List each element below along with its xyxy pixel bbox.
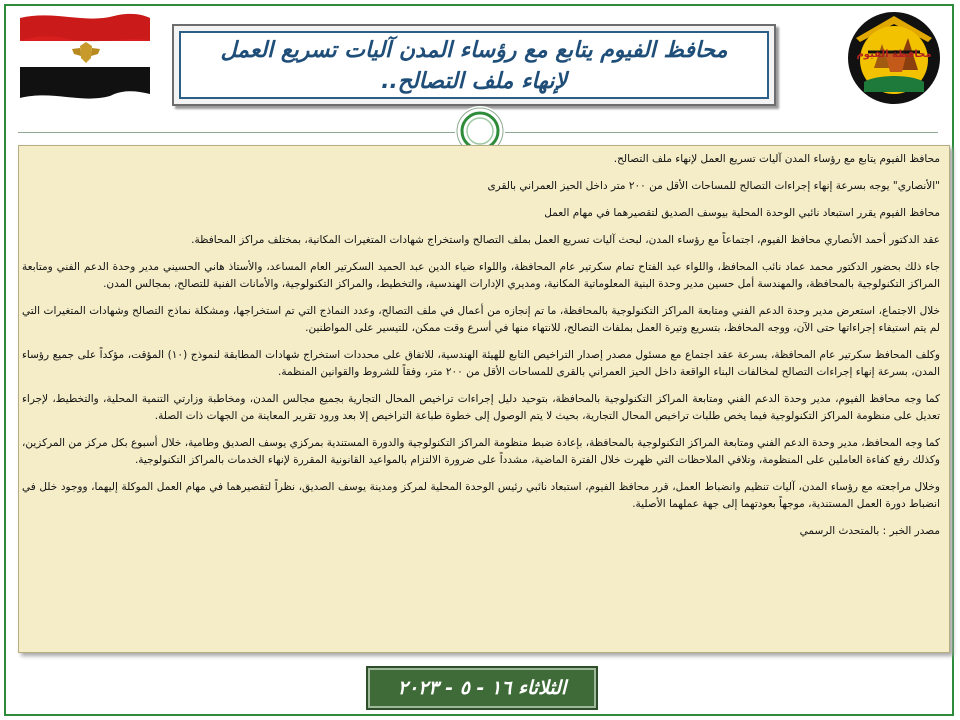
paragraph: كما وجه المحافظ، مدير وحدة الدعم الفني ومتابعة المراكز التكنولوجية بالمحافظة، بإعادة ضبط منظومة المراكز التكنولوجية والدورة المستندية بمركزي يوسف الصديق وطامية، خلال أسبوع بكل مركز من المركزين، وكذلك رفع كفاءة العاملين على المنظومة، وتلافي الملاحظات التي ظهرت خلال الفترة الماضية، مشدداً على ضرورة الالتزام بالمواعيد القانونية المقررة لإنهاء الخدمات بالمراكز التكنولوجية. [22,437,940,466]
paragraph: خلال الاجتماع، استعرض مدير وحدة الدعم الفني ومتابعة المراكز التكنولوجية بالمحافظة، ما تم إنجازه من أعمال في ملف التصالح، وعدد النماذج التي تم استخراجها، ومشكلة نماذج التصالح وشهادات المتغيرات التي لم يتم استيفاء إجراءاتها حتى الآن، ووجه المحافظ، بتسريع وتيرة العمل بملفات التصالح، للانتهاء منها في أسرع وقت ممكن، للتيسير على المواطنين. [22,305,940,334]
paragraph: "الأنصاري" يوجه بسرعة إنهاء إجراءات التصالح للمساحات الأقل من ٢٠٠ متر داخل الحيز العمراني بالقرى [487,180,940,192]
paragraph: محافظ الفيوم يتابع مع رؤساء المدن آليات تسريع العمل لإنهاء ملف التصالح. [613,153,940,165]
paragraph: عقد الدكتور أحمد الأنصاري محافظ الفيوم، اجتماعاً مع رؤساء المدن، لبحث آليات تسريع العمل بملف التصالح واستخراج شهادات المتغيرات المكانية، بمختلف مراكز المحافظة. [191,234,940,246]
title-box [172,24,776,106]
page-title [179,31,769,99]
date-text: الثلاثاء ١٦ - ٥ - ٢٠٢٣ [397,677,567,699]
paragraph: وخلال مراجعته مع رؤساء المدن، آليات تنظيم وانضباط العمل، قرر محافظ الفيوم، استبعاد نائبي رئيس الوحدة المحلية لمركز ومدينة يوسف الصديق، نظراً لتقصيرهما في مهام العمل الموكلة إليهما، ووجود خلل في انضباط دورة العمل المستندية، موجهاً بعودتهما إلى جهة عملهما الأصلية. [22,481,940,510]
fayoum-governorate-logo [838,8,950,108]
source-line: مصدر الخبر : بالمتحدث الرسمي [799,525,940,537]
article-body [22,151,940,647]
paragraph: جاء ذلك بحضور الدكتور محمد عماد نائب المحافظ، واللواء عبد الفتاح تمام سكرتير عام المحافظة، واللواء ضياء الدين عبد الحميد السكرتير العام المساعد، والأستاذ هاني الحسيني مدير وحدة الدعم الفني ومتابعة المراكز التكنولوجية بالمحافظة، والمهندسة أمل حسين مدير وحدة البنية المعلوماتية المكانية، ومديري الإدارات الهندسية، والتخطيط، والمراكز التكنولوجية، والأمانات الفنية للتصالح، بمجالس المدن. [22,261,940,290]
title-line-2: لإنهاء ملف التصالح.. [381,69,567,94]
date-banner [368,668,596,708]
paragraph: كما وجه محافظ الفيوم، مدير وحدة الدعم الفني ومتابعة المراكز التكنولوجية بالمحافظة، بتوحيد دليل إجراءات تراخيص المحال التجارية بجميع مجالس المدن، ومخاطبة وزارتي التنمية المحلية، والتخطيط، لإجراء تعديل على منظومة المراكز التكنولوجية فيما يخص طلبات تراخيص المحال التجارية، بحيث لا يتم الوصول إلى خطوة طباعة التراخيص إلا بعد ورود تقرير المعاينة من الجهات ذات الصلة. [22,393,940,422]
svg-text:محافظة الفيوم: محافظة الفيوم [856,49,932,60]
paragraph: محافظ الفيوم يقرر استبعاد نائبي الوحدة المحلية بيوسف الصديق لتقصيرهما في مهام العمل [544,207,940,219]
paragraph: وكلف المحافظ سكرتير عام المحافظة، بسرعة عقد اجتماع مع مسئول مصدر إصدار التراخيص التابع للهيئة الهندسية، للاتفاق على محددات استخراج شهادات المطابقة لنموذج (١٠) المؤقت، مؤكداً على جميع رؤساء المدن، بسرعة إنهاء إجراءات التصالح لمخالفات البناء الواقعة داخل الحيز العمراني بالقرى للمساحات الأقل من ٢٠٠ متر، وفقاً للشروط والقوانين المنظمة. [22,349,940,378]
title-line-1: محافظ الفيوم يتابع مع رؤساء المدن آليات تسريع العمل [220,38,728,63]
egypt-flag-icon [14,10,154,100]
